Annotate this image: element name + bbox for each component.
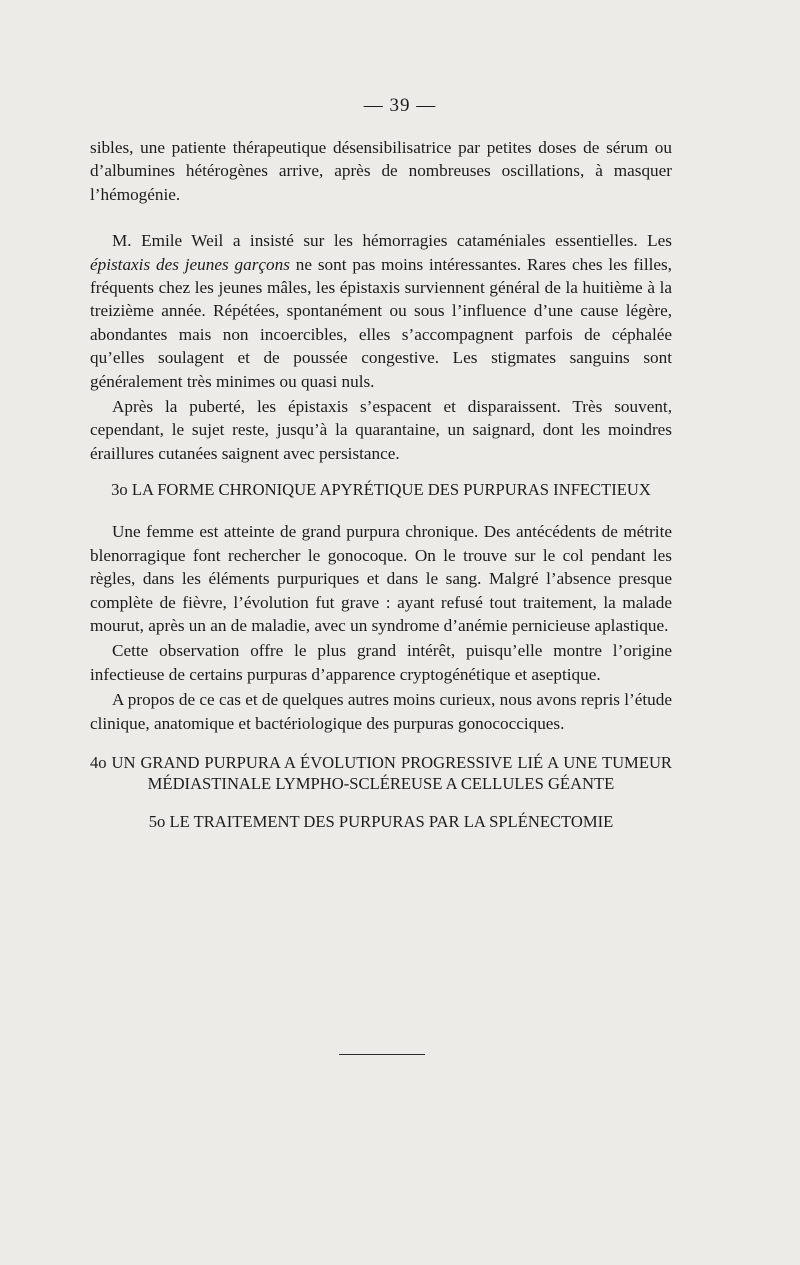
section-heading-3: 3o LA FORME CHRONIQUE APYRÉTIQUE DES PURPURAS INFECTIEUX: [111, 480, 651, 500]
section-divider: [339, 1054, 425, 1055]
paragraph-gonococcal: A propos de ce cas et de quelques autres moins curieux, nous avons repris l’étude clinique, anatomique et bactériologique des purpuras gonococciques.: [90, 690, 672, 733]
paragraph-case: Une femme est atteinte de grand purpura chronique. Des antécédents de métrite blenorragique font rechercher le gonocoque. On le trouve sur le col pendant les règles, dans les éléments purpuriques et dans le sang. Malgré l’absence presque complète de fièvre, l’évolution fut grave : ayant refusé tout traitement, la malade mourut, après un an de maladie, avec un syndrome d’anémie pernicieuse aplastique.: [90, 522, 672, 635]
page-body: [90, 136, 672, 832]
paragraph-epistaxis: [90, 229, 672, 393]
paragraph-puberty: Après la puberté, les épistaxis s’espacent et disparaissent. Très souvent, cependant, le sujet reste, jusqu’à la quarantaine, un saignard, dont les moindres éraillures cutanées saignent avec persistance.: [90, 397, 672, 463]
paragraph-observation: Cette observation offre le plus grand intérêt, puisqu’elle montre l’origine infectieuse de certains purpuras d’apparence cryptogénétique et aseptique.: [90, 641, 672, 684]
paragraph-text: M. Emile Weil a insisté sur les hémorragies cataméniales essentielles. Les: [112, 231, 672, 251]
emphasis-text: épistaxis des jeunes garçons: [90, 254, 290, 274]
paragraph-continuation: sibles, une patiente thérapeutique désensibilisatrice par petites doses de sérum ou d’albumines hétérogènes arrive, après de nombreuses oscillations, à masquer l’hémogénie.: [90, 138, 672, 204]
page-number: — 39 —: [363, 95, 437, 116]
section-heading-4: 4o UN GRAND PURPURA A ÉVOLUTION PROGRESSIVE LIÉ A UNE TUMEUR MÉDIASTINALE LYMPHO-SCLÉREUSE A CELLULES GÉANTE: [90, 752, 672, 793]
section-heading-5: 5o LE TRAITEMENT DES PURPURAS PAR LA SPLÉNECTOMIE: [148, 811, 614, 831]
paragraph-text: ne sont pas moins intéressantes. Rares ches les filles, fréquents chez les jeunes mâles, les épistaxis surviennent général de la huitième à la treizième année. Répétées, spontanément ou sous l’influence d’une cause légère, abondantes mais non incoercibles, elles s’accompagnent parfois de céphalée qu’elles soulagent et de poussée congestive. Les stigmates sanguins sont généralement très minimes ou quasi nuls.: [90, 254, 672, 391]
